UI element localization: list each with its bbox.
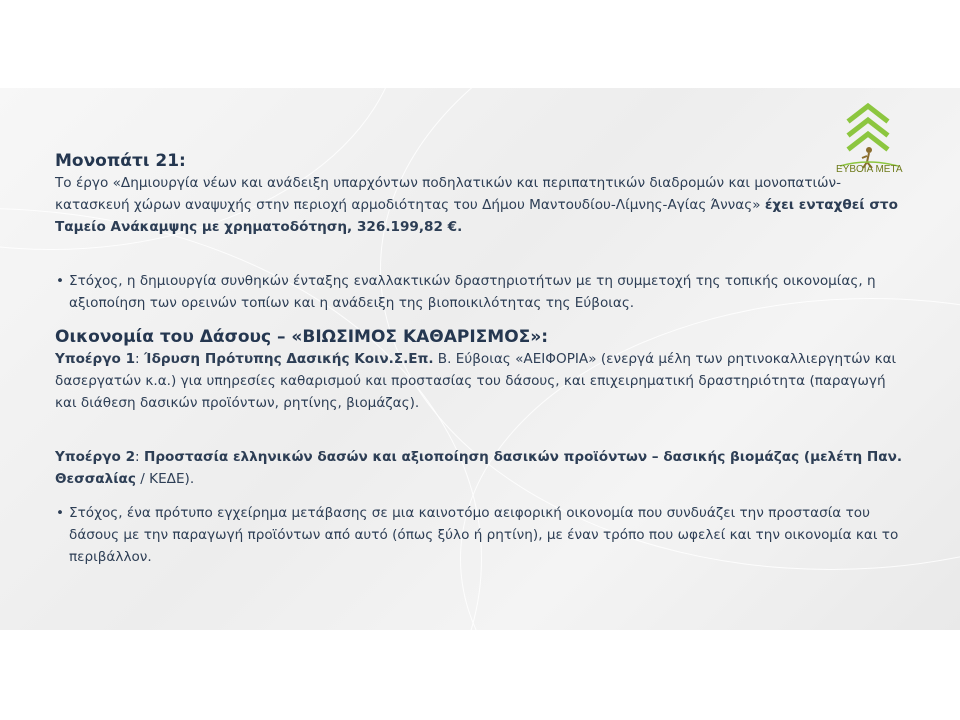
subproject-2-text: / ΚΕΔΕ). xyxy=(135,471,195,487)
paragraph-funding: έχει ενταχθεί στο Ταμείο Ανάκαμψης με χρηματοδότηση, 326.199,82 €. xyxy=(55,197,898,235)
subproject-1-title: Ίδρυση Πρότυπης Δασικής Κοιν.Σ.Επ. xyxy=(143,351,434,367)
bullet-goal-1: • Στόχος, η δημιουργία συνθηκών ένταξης εναλλακτικών δραστηριοτήτων με τη συμμετοχή της τοπικής οικονομίας, η αξιοποίηση των ορεινών τοπίων και η ανάδειξη της βιοποικιλότητας της Εύβοιας. xyxy=(69,270,910,314)
separator: : xyxy=(135,449,144,465)
subproject-2-label: Υποέργο 2 xyxy=(55,449,136,465)
heading-monopati: Μονοπάτι 21: xyxy=(55,151,186,171)
paragraph-monopati xyxy=(55,172,910,238)
heading-forest-economy: Οικονομία του Δάσους – «ΒΙΩΣΙΜΟΣ ΚΑΘΑΡΙΣΜΟΣ»: xyxy=(55,327,549,347)
subproject-1 xyxy=(55,348,910,414)
subproject-2-title: Προστασία ελληνικών δασών και αξιοποίηση δασικών προϊόντων – δασικής βιομάζας (μελέτη Παν. Θεσσαλίας xyxy=(55,449,903,487)
subproject-1-text: Β. Εύβοιας «ΑΕΙΦΟΡΙΑ» (ενεργά μέλη των ρητινοκαλλιεργητών και δασεργατών κ.α.) για υπηρεσίες καθαρισμού και προστασίας του δάσους, και επιχειρηματική δραστηριότητα (παραγωγή και διάθεση δασικών προϊόντων, ρητίνης, βιομάζας). xyxy=(55,351,897,411)
paragraph-text: Το έργο «Δημιουργία νέων και ανάδειξη υπαρχόντων ποδηλατικών και περιπατητικών διαδρομών και μονοπατιών-κατασκευή χώρων αναψυχής στην περιοχή αρμοδιότητας του Δήμου Μαντουδίου-Λίμνης-Αγίας Άννας» xyxy=(55,175,842,213)
logo-text: ΕΥΒΟΙΑ ΜΕΤΑ xyxy=(836,164,903,175)
subproject-1-label: Υποέργο 1 xyxy=(55,351,136,367)
slide-content xyxy=(55,150,910,568)
subproject-2 xyxy=(55,446,910,490)
bullet-goal-2: • Στόχος, ένα πρότυπο εγχείρημα μετάβασης σε μια καινοτόμο αειφορική οικονομία που συνδυάζει την προστασία του δάσους με την παραγωγή προϊόντων από αυτό (όπως ξύλο ή ρητίνη), με έναν τρόπο που ωφελεί και την οικονομία και το περιβάλλον. xyxy=(69,502,910,568)
bullet-list-2 xyxy=(55,502,910,568)
bullet-list-1 xyxy=(55,270,910,314)
separator: : xyxy=(135,351,144,367)
